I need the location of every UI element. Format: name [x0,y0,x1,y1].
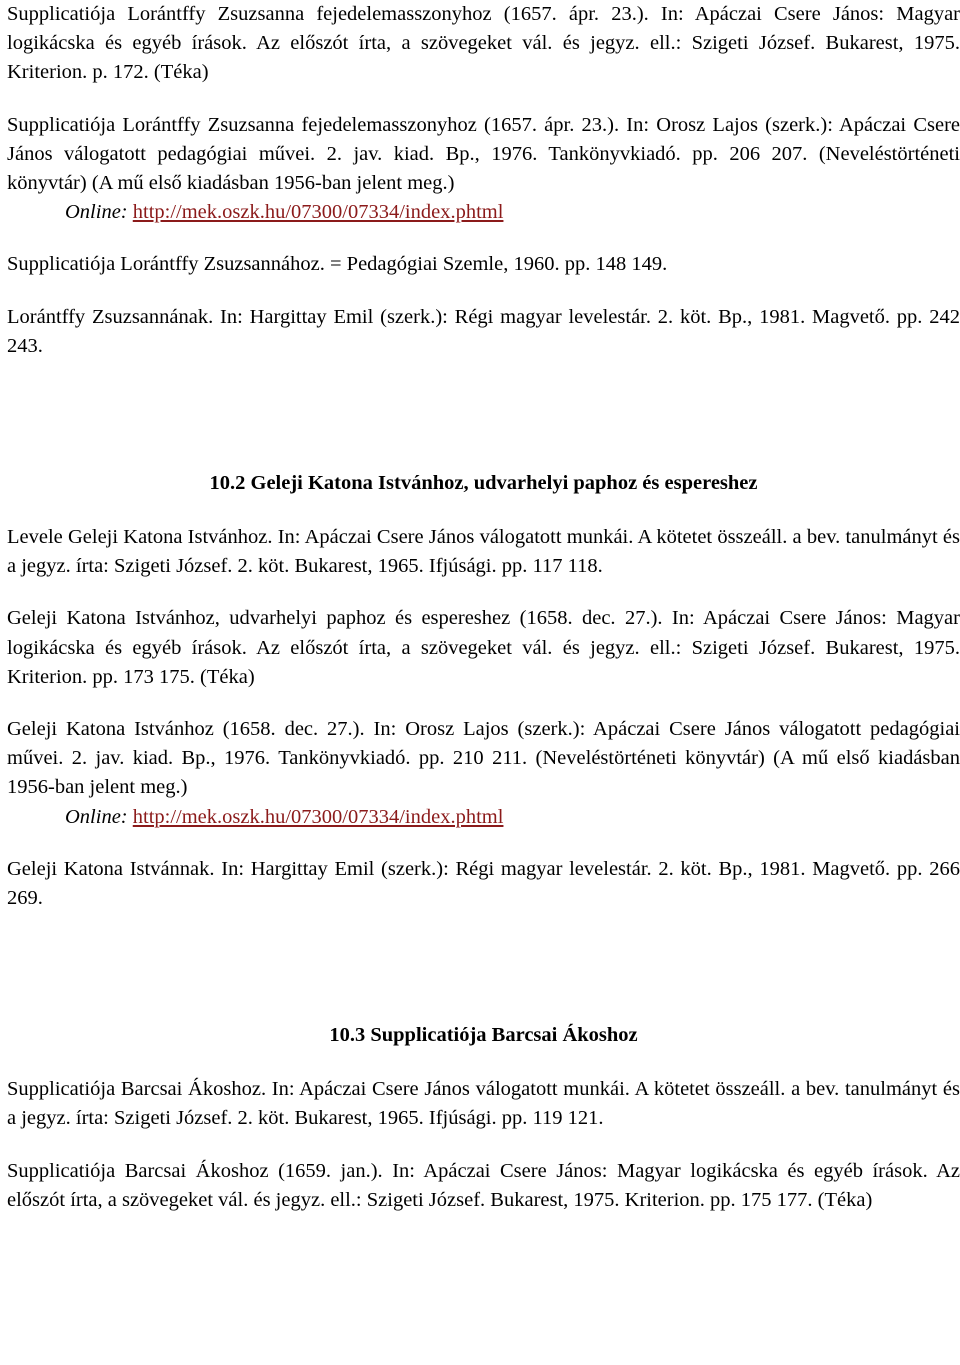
online-label: Online: [65,805,128,828]
spacer [7,832,960,855]
spacer [7,280,960,303]
section-gap [7,913,960,1021]
document-page [7,0,960,1215]
bibliography-entry: Supplicatiója Lorántffy Zsuzsannához. = Pedagógiai Szemle, 1960. pp. 148 149. [7,253,668,276]
bibliography-entry: Supplicatiója Barcsai Ákoshoz (1659. jan.). In: Apáczai Csere János: Magyar logikácska és egyéb írások. Az előszót írta, a szövegeket vál. és jegyz. ell.: Szigeti József. Bukarest, 1975. Kriterion. pp. 175 177. (Téka) [7,1159,960,1211]
spacer [7,88,960,111]
bibliography-entry: Geleji Katona Istvánhoz (1658. dec. 27.). In: Orosz Lajos (szerk.): Apáczai Csere János válogatott pedagógiai művei. 2. jav. kiad. Bp., 1976. Tankönyvkiadó. pp. 210 211. (Neveléstörténeti könyvtár) (A mű első kiadásban 1956-ban jelent meg.) [7,718,960,799]
bibliography-entry: Lorántffy Zsuzsannának. In: Hargittay Emil (szerk.): Régi magyar levelestár. 2. köt. Bp., 1981. Magvető. pp. 242 243. [7,305,960,357]
section-gap [7,361,960,469]
online-link[interactable]: http://mek.oszk.hu/07300/07334/index.phtml [132,201,504,224]
bibliography-entry: Supplicatiója Lorántffy Zsuzsanna fejedelemasszonyhoz (1657. ápr. 23.). In: Orosz Lajos (szerk.): Apáczai Csere János válogatott pedagógiai művei. 2. jav. kiad. Bp., 1976. Tankönyvkiadó. pp. 206 207. (Neveléstörténeti könyvtár) (A mű első kiadásban 1956-ban jelent meg.) [7,113,960,195]
spacer [7,1050,960,1075]
spacer [7,498,960,523]
online-label: Online: [65,201,128,224]
spacer [7,1134,960,1157]
bibliography-entry: Supplicatiója Barcsai Ákoshoz. In: Apáczai Csere János válogatott munkái. A kötetet összeáll. a bev. tanulmányt és a jegyz. írta: Szigeti József. 2. köt. Bukarest, 1965. Ifjúsági. pp. 119 121. [7,1078,960,1130]
online-line [7,198,960,227]
spacer [7,581,960,604]
spacer [7,692,960,715]
spacer [7,227,960,250]
bibliography-entry: Geleji Katona Istvánnak. In: Hargittay Emil (szerk.): Régi magyar levelestár. 2. köt. Bp., 1981. Magvető. pp. 266 269. [7,857,960,910]
online-link[interactable]: http://mek.oszk.hu/07300/07334/index.phtml [132,805,504,828]
online-line [7,803,960,832]
section-heading: 10.3 Supplicatiója Barcsai Ákoshoz [329,1024,638,1047]
bibliography-entry: Geleji Katona Istvánhoz, udvarhelyi paphoz és espereshez (1658. dec. 27.). In: Apáczai Csere János: Magyar logikácska és egyéb írások. Az előszót írta, a szövegeket vál. és jegyz. ell.: Szigeti József. Bukarest, 1975. Kriterion. pp. 173 175. (Téka) [7,607,960,688]
bibliography-entry: Supplicatiója Lorántffy Zsuzsanna fejedelemasszonyhoz (1657. ápr. 23.). In: Apáczai Csere János: Magyar logikácska és egyéb írások. Az előszót írta, a szövegeket vál. és jegyz. ell.: Szigeti József. Bukarest, 1975. Kriterion. p. 172. (Téka) [7,3,960,84]
section-heading: 10.2 Geleji Katona Istvánhoz, udvarhelyi paphoz és espereshez [209,472,758,495]
bibliography-entry: Levele Geleji Katona Istvánhoz. In: Apáczai Csere János válogatott munkái. A kötetet összeáll. a bev. tanulmányt és a jegyz. írta: Szigeti József. 2. köt. Bukarest, 1965. Ifjúsági. pp. 117 118. [7,526,960,578]
